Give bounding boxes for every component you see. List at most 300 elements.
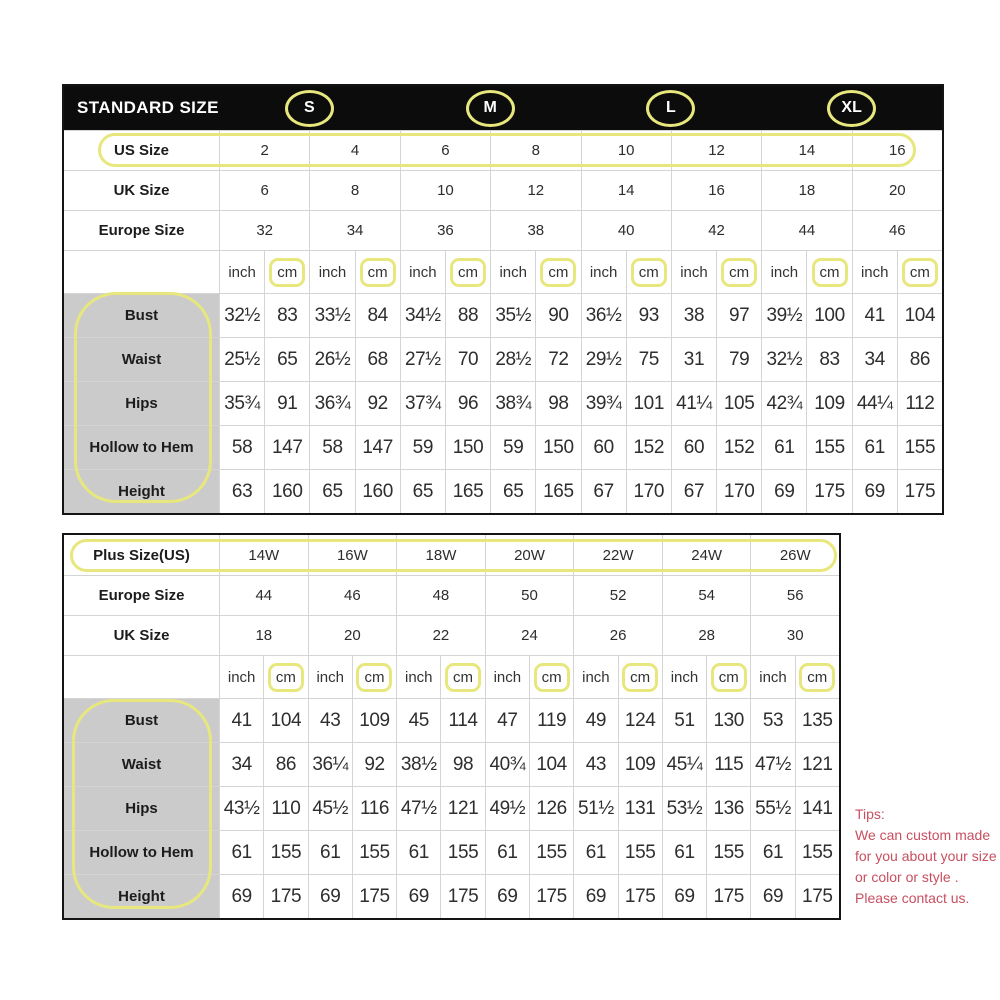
size-value-cell: 42 (671, 211, 761, 250)
unit-label: cm (622, 663, 658, 692)
measure-value-cell: 65 (400, 470, 445, 513)
measure-value-cell: 110 (263, 787, 307, 830)
unit-cell (581, 251, 626, 293)
measure-value-cell: 65 (309, 470, 354, 513)
unit-cell (573, 656, 617, 698)
unit-cell (626, 251, 671, 293)
table-row-hollow-to-hem (64, 830, 839, 874)
unit-cell (795, 656, 839, 698)
measure-value-cell: 136 (706, 787, 750, 830)
measure-value-cell: 147 (264, 426, 309, 469)
size-value-cell: 10 (581, 131, 671, 170)
measure-value-cell: 175 (897, 470, 942, 513)
measure-value-cell: 141 (795, 787, 839, 830)
tips-line: Please contact us. (855, 890, 970, 906)
unit-cell (750, 656, 794, 698)
measure-value-cell: 92 (355, 382, 400, 425)
size-group-oval-highlight (285, 90, 334, 127)
tips-line: for you about your size (855, 848, 997, 864)
standard-size-header-bar (64, 86, 942, 130)
unit-label: inch (316, 668, 344, 686)
measure-value-cell: 97 (716, 294, 761, 337)
unit-label: inch (589, 263, 618, 281)
measure-value-cell: 155 (529, 831, 573, 874)
table-row-hollow-to-hem (64, 425, 942, 469)
measure-value-cell: 61 (219, 831, 263, 874)
size-value-cell: 20 (308, 616, 397, 655)
measure-value-cell: 114 (440, 699, 484, 742)
unit-label: inch (770, 263, 799, 281)
measure-value-cell: 27½ (400, 338, 445, 381)
measure-value-cell: 98 (535, 382, 580, 425)
measure-value-cell: 165 (445, 470, 490, 513)
measure-value-cell: 101 (626, 382, 671, 425)
table-row-height (64, 874, 839, 918)
measure-value-cell: 160 (355, 470, 400, 513)
measure-value-cell: 38¾ (490, 382, 535, 425)
measure-value-cell: 175 (352, 875, 396, 918)
measure-value-cell: 147 (355, 426, 400, 469)
size-value-cell: 10 (400, 171, 490, 210)
size-group-oval-highlight (827, 90, 876, 127)
measure-value-cell: 155 (440, 831, 484, 874)
measure-value-cell: 41 (852, 294, 897, 337)
measure-value-cell: 150 (535, 426, 580, 469)
size-value-cell: 24 (485, 616, 574, 655)
unit-cell (264, 251, 309, 293)
table-row-units (64, 655, 839, 698)
measure-value-cell: 41¼ (671, 382, 716, 425)
size-value-cell: 52 (573, 576, 662, 615)
size-value-cell: 38 (490, 211, 580, 250)
measure-value-cell: 91 (264, 382, 309, 425)
unit-cell (263, 656, 307, 698)
unit-cell (671, 251, 716, 293)
measure-value-cell: 34 (852, 338, 897, 381)
unit-label: inch (228, 263, 256, 281)
measure-value-cell: 39½ (761, 294, 806, 337)
size-value-cell: 44 (761, 211, 851, 250)
row-label-empty (64, 656, 219, 698)
size-value-cell: 40 (581, 211, 671, 250)
unit-label: inch (670, 668, 699, 686)
unit-label: cm (534, 663, 570, 692)
measure-value-cell: 165 (535, 470, 580, 513)
measure-value-cell: 170 (716, 470, 761, 513)
measure-value-cell: 34 (219, 743, 263, 786)
measure-value-cell: 92 (352, 743, 396, 786)
measure-value-cell: 135 (795, 699, 839, 742)
measure-value-cell: 29½ (581, 338, 626, 381)
measure-value-cell: 59 (490, 426, 535, 469)
size-value-cell: 20 (852, 171, 942, 210)
measure-value-cell: 45½ (308, 787, 352, 830)
measure-value-cell: 63 (219, 470, 264, 513)
size-group (761, 86, 942, 130)
measure-value-cell: 65 (264, 338, 309, 381)
measure-value-cell: 90 (535, 294, 580, 337)
measure-value-cell: 152 (626, 426, 671, 469)
unit-cell (308, 656, 352, 698)
unit-label: inch (582, 668, 610, 686)
measure-value-cell: 100 (806, 294, 851, 337)
measure-value-cell: 43 (573, 743, 617, 786)
measure-value-cell: 69 (485, 875, 529, 918)
row-label: Height (64, 875, 219, 918)
size-value-cell: 18W (396, 535, 485, 575)
unit-cell (352, 656, 396, 698)
size-value-cell: 18 (761, 171, 851, 210)
unit-cell (535, 251, 580, 293)
unit-label: cm (721, 258, 757, 287)
measure-value-cell: 32½ (761, 338, 806, 381)
size-value-cell: 54 (662, 576, 751, 615)
size-group (400, 86, 581, 130)
measure-value-cell: 61 (396, 831, 440, 874)
unit-cell (761, 251, 806, 293)
measure-value-cell: 175 (706, 875, 750, 918)
measure-value-cell: 131 (618, 787, 662, 830)
measure-value-cell: 104 (263, 699, 307, 742)
row-label: Hips (64, 382, 219, 425)
tips-line: We can custom made (855, 827, 991, 843)
tips-lines (855, 825, 1000, 909)
unit-cell (485, 656, 529, 698)
measure-value-cell: 175 (806, 470, 851, 513)
measure-value-cell: 70 (445, 338, 490, 381)
size-value-cell: 16 (852, 131, 942, 170)
measure-value-cell: 28½ (490, 338, 535, 381)
size-value-cell: 6 (400, 131, 490, 170)
measure-value-cell: 69 (573, 875, 617, 918)
table-row-europe-size (64, 575, 839, 615)
size-value-cell: 18 (219, 616, 308, 655)
measure-value-cell: 38½ (396, 743, 440, 786)
measure-value-cell: 69 (396, 875, 440, 918)
table-row-bust (64, 698, 839, 742)
measure-value-cell: 61 (308, 831, 352, 874)
measure-value-cell: 45¼ (662, 743, 706, 786)
row-label: Waist (64, 338, 219, 381)
measure-value-cell: 59 (400, 426, 445, 469)
measure-value-cell: 109 (618, 743, 662, 786)
measure-value-cell: 121 (440, 787, 484, 830)
size-value-cell: 20W (485, 535, 574, 575)
size-value-cell: 32 (219, 211, 309, 250)
unit-label: inch (409, 263, 437, 281)
size-value-cell: 56 (750, 576, 839, 615)
table-row-uk-size (64, 170, 942, 210)
measure-value-cell: 34½ (400, 294, 445, 337)
unit-cell (396, 656, 440, 698)
size-value-cell: 30 (750, 616, 839, 655)
tips-line: or color or style . (855, 869, 959, 885)
size-value-cell: 4 (309, 131, 399, 170)
unit-label: inch (318, 263, 347, 281)
size-value-cell: 26 (573, 616, 662, 655)
row-label: Height (64, 470, 219, 513)
measure-value-cell: 58 (219, 426, 264, 469)
size-value-cell: 8 (490, 131, 580, 170)
measure-value-cell: 96 (445, 382, 490, 425)
size-value-cell: 6 (219, 171, 309, 210)
measure-value-cell: 155 (618, 831, 662, 874)
measure-value-cell: 126 (529, 787, 573, 830)
measure-value-cell: 155 (806, 426, 851, 469)
measure-value-cell: 41 (219, 699, 263, 742)
measure-value-cell: 175 (529, 875, 573, 918)
measure-value-cell: 61 (573, 831, 617, 874)
row-label: Bust (64, 699, 219, 742)
size-group-oval-highlight (466, 90, 515, 127)
unit-cell (852, 251, 897, 293)
unit-cell (618, 656, 662, 698)
measure-value-cell: 160 (264, 470, 309, 513)
row-label: UK Size (113, 627, 170, 644)
measure-value-cell: 26½ (309, 338, 354, 381)
measure-value-cell: 55½ (750, 787, 794, 830)
measure-value-cell: 150 (445, 426, 490, 469)
measure-value-cell: 79 (716, 338, 761, 381)
measure-value-cell: 88 (445, 294, 490, 337)
table-row-units (64, 250, 942, 293)
measure-value-cell: 130 (706, 699, 750, 742)
measure-value-cell: 53½ (662, 787, 706, 830)
measure-value-cell: 53 (750, 699, 794, 742)
measure-value-cell: 61 (485, 831, 529, 874)
unit-label: cm (902, 258, 938, 287)
measure-value-cell: 36¼ (308, 743, 352, 786)
unit-label: cm (812, 258, 848, 287)
measure-value-cell: 49 (573, 699, 617, 742)
tips-title: Tips: (855, 806, 885, 822)
measure-value-cell: 69 (662, 875, 706, 918)
size-group-oval-highlight (646, 90, 695, 127)
measure-value-cell: 83 (264, 294, 309, 337)
size-value-cell: 12 (671, 131, 761, 170)
measure-value-cell: 93 (626, 294, 671, 337)
measure-value-cell: 43½ (219, 787, 263, 830)
measure-value-cell: 104 (897, 294, 942, 337)
measure-value-cell: 37¾ (400, 382, 445, 425)
measure-value-cell: 45 (396, 699, 440, 742)
measure-value-cell: 175 (618, 875, 662, 918)
measure-value-cell: 69 (750, 875, 794, 918)
row-label: Europe Size (98, 222, 185, 239)
size-value-cell: 22W (573, 535, 662, 575)
measure-value-cell: 170 (626, 470, 671, 513)
size-value-cell: 46 (852, 211, 942, 250)
size-group-letter: L (665, 99, 676, 116)
unit-label: cm (360, 258, 396, 287)
measure-value-cell: 155 (263, 831, 307, 874)
size-value-cell: 48 (396, 576, 485, 615)
measure-value-cell: 47 (485, 699, 529, 742)
standard-size-table (62, 84, 944, 515)
measure-value-cell: 115 (706, 743, 750, 786)
size-group (581, 86, 762, 130)
unit-label: inch (680, 263, 708, 281)
unit-cell (490, 251, 535, 293)
unit-label: inch (759, 668, 787, 686)
size-value-cell: 28 (662, 616, 751, 655)
measure-value-cell: 155 (352, 831, 396, 874)
size-value-cell: 14W (219, 535, 308, 575)
measure-value-cell: 32½ (219, 294, 264, 337)
custom-made-tips-note (855, 804, 1000, 909)
size-value-cell: 2 (219, 131, 309, 170)
row-label: Hips (64, 787, 219, 830)
measure-value-cell: 60 (581, 426, 626, 469)
row-label-empty (64, 251, 219, 293)
unit-label: cm (450, 258, 486, 287)
unit-cell (897, 251, 942, 293)
unit-label: cm (268, 663, 304, 692)
size-value-cell: 8 (309, 171, 399, 210)
unit-label: inch (227, 668, 256, 686)
unit-cell (219, 251, 264, 293)
measure-value-cell: 47½ (750, 743, 794, 786)
unit-label: cm (631, 258, 667, 287)
measure-value-cell: 116 (352, 787, 396, 830)
unit-cell (806, 251, 851, 293)
measure-value-cell: 35½ (490, 294, 535, 337)
measure-value-cell: 109 (352, 699, 396, 742)
measure-value-cell: 60 (671, 426, 716, 469)
size-value-cell: 12 (490, 171, 580, 210)
measure-value-cell: 61 (852, 426, 897, 469)
table-row-bust (64, 293, 942, 337)
unit-cell (445, 251, 490, 293)
table-row-waist (64, 742, 839, 786)
measure-value-cell: 119 (529, 699, 573, 742)
measure-value-cell: 124 (618, 699, 662, 742)
size-value-cell: 22 (396, 616, 485, 655)
unit-label: inch (493, 668, 522, 686)
measure-value-cell: 112 (897, 382, 942, 425)
measure-value-cell: 69 (852, 470, 897, 513)
measure-value-cell: 121 (795, 743, 839, 786)
unit-cell (440, 656, 484, 698)
measure-value-cell: 175 (263, 875, 307, 918)
unit-cell (400, 251, 445, 293)
table-row-hips (64, 381, 942, 425)
size-value-cell: 24W (662, 535, 751, 575)
table-row-plus-size (64, 535, 839, 575)
measure-value-cell: 51 (662, 699, 706, 742)
measure-value-cell: 58 (309, 426, 354, 469)
size-value-cell: 26W (750, 535, 839, 575)
size-value-cell: 16 (671, 171, 761, 210)
measure-value-cell: 33½ (309, 294, 354, 337)
unit-label: cm (799, 663, 835, 692)
measure-value-cell: 67 (581, 470, 626, 513)
row-label: UK Size (113, 182, 170, 199)
measure-value-cell: 47½ (396, 787, 440, 830)
row-label: Waist (64, 743, 219, 786)
unit-cell (309, 251, 354, 293)
row-label: Hollow to Hem (64, 426, 219, 469)
size-group-letter: S (304, 99, 315, 116)
measure-value-cell: 69 (761, 470, 806, 513)
plus-size-table (62, 533, 841, 920)
unit-label: cm (540, 258, 576, 287)
unit-label: cm (445, 663, 481, 692)
measure-value-cell: 105 (716, 382, 761, 425)
unit-label: cm (711, 663, 747, 692)
measure-value-cell: 83 (806, 338, 851, 381)
measure-value-cell: 36½ (581, 294, 626, 337)
measure-value-cell: 69 (308, 875, 352, 918)
unit-cell (219, 656, 263, 698)
size-value-cell: 50 (485, 576, 574, 615)
size-value-cell: 44 (219, 576, 308, 615)
unit-label: cm (356, 663, 392, 692)
measure-value-cell: 61 (662, 831, 706, 874)
measure-value-cell: 40¾ (485, 743, 529, 786)
unit-label: cm (269, 258, 305, 287)
measure-value-cell: 152 (716, 426, 761, 469)
measure-value-cell: 68 (355, 338, 400, 381)
table-row-height (64, 469, 942, 513)
size-group-labels (219, 86, 942, 130)
row-label: Europe Size (98, 587, 185, 604)
measure-value-cell: 67 (671, 470, 716, 513)
measure-value-cell: 65 (490, 470, 535, 513)
measure-value-cell: 155 (897, 426, 942, 469)
unit-cell (716, 251, 761, 293)
measure-value-cell: 42¾ (761, 382, 806, 425)
measure-value-cell: 31 (671, 338, 716, 381)
measure-value-cell: 25½ (219, 338, 264, 381)
size-value-cell: 36 (400, 211, 490, 250)
measure-value-cell: 72 (535, 338, 580, 381)
unit-cell (355, 251, 400, 293)
size-value-cell: 34 (309, 211, 399, 250)
size-value-cell: 14 (581, 171, 671, 210)
measure-value-cell: 61 (761, 426, 806, 469)
unit-label: inch (405, 668, 433, 686)
measure-value-cell: 75 (626, 338, 671, 381)
measure-value-cell: 38 (671, 294, 716, 337)
unit-cell (706, 656, 750, 698)
measure-value-cell: 69 (219, 875, 263, 918)
measure-value-cell: 86 (897, 338, 942, 381)
size-group (219, 86, 400, 130)
unit-cell (529, 656, 573, 698)
measure-value-cell: 51½ (573, 787, 617, 830)
measure-value-cell: 86 (263, 743, 307, 786)
size-value-cell: 16W (308, 535, 397, 575)
size-group-letter: XL (841, 99, 862, 116)
size-group-letter: M (483, 99, 497, 116)
measure-value-cell: 175 (440, 875, 484, 918)
measure-value-cell: 175 (795, 875, 839, 918)
measure-value-cell: 104 (529, 743, 573, 786)
measure-value-cell: 39¾ (581, 382, 626, 425)
row-label: Plus Size(US) (93, 546, 190, 564)
size-value-cell: 46 (308, 576, 397, 615)
size-value-cell: 14 (761, 131, 851, 170)
measure-value-cell: 35¾ (219, 382, 264, 425)
row-label: Hollow to Hem (64, 831, 219, 874)
row-label: US Size (113, 142, 170, 159)
table-row-waist (64, 337, 942, 381)
table-row-europe-size (64, 210, 942, 250)
row-label: Bust (64, 294, 219, 337)
unit-label: inch (860, 263, 889, 281)
measure-value-cell: 36¾ (309, 382, 354, 425)
